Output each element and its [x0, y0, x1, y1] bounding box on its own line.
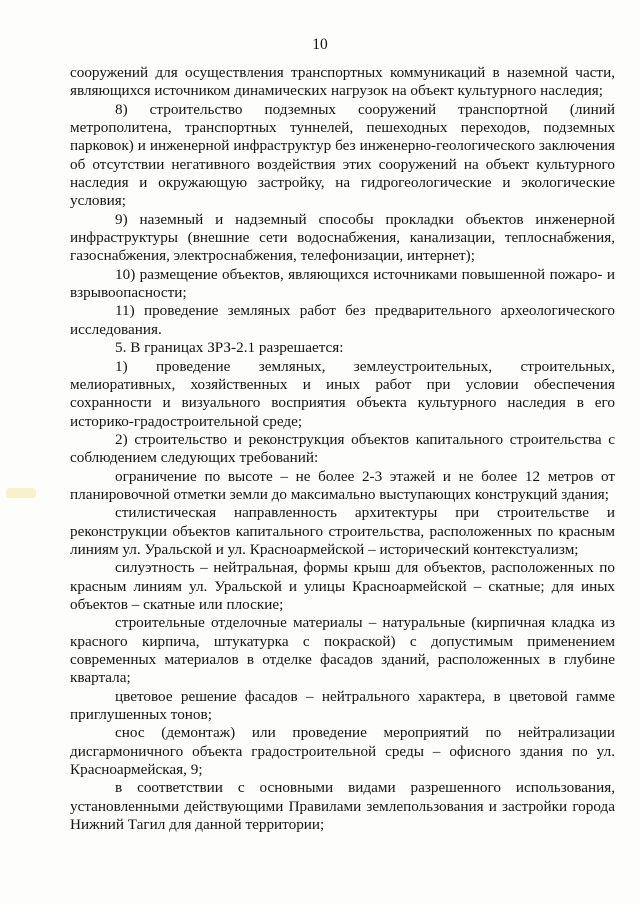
requirement-materials: строительные отделочные материалы – натуральные (кирпичная кладка из красного кирпича, штукатурка с покраской) с допустимым применением современных материалов в отделке фасадов зданий, расположенных в глубине квартала;	[70, 614, 615, 687]
paragraph-allowed-2: 2) строительство и реконструкция объектов капитального строительства с соблюдением следующих требований:	[70, 430, 615, 467]
page-number: 10	[312, 36, 328, 53]
paragraph-item-10: 10) размещение объектов, являющихся источниками повышенной пожаро- и взрывоопасности;	[70, 265, 615, 302]
paragraph-continuation: сооружений для осуществления транспортных коммуникаций в наземной части, являющихся источником динамических нагрузок на объект культурного наследия;	[70, 64, 615, 100]
document-body	[70, 64, 615, 834]
section-heading-5: 5. В границах ЗРЗ-2.1 разрешается:	[115, 339, 344, 357]
requirement-land-use: в соответствии с основными видами разрешенного использования, установленными действующими Правилами землепользования и застройки города Нижний Тагил для данной территории;	[70, 779, 615, 834]
paragraph-item-11: 11) проведение земляных работ без предварительного археологического исследования.	[70, 302, 615, 338]
requirement-height: ограничение по высоте – не более 2-3 этажей и не более 12 метров от планировочной отметки земли до максимально выступающих конструкций здания;	[70, 467, 615, 503]
requirement-color: цветовое решение фасадов – нейтрального характера, в цветовой гамме приглушенных тонов;	[70, 687, 615, 724]
paragraph-item-9: 9) наземный и надземный способы прокладки объектов инженерной инфраструктуры (внешние сети водоснабжения, канализации, теплоснабжения, газоснабжения, электроснабжения, телефонизации, интернет);	[70, 210, 615, 265]
paragraph-allowed-1: 1) проведение земляных, землеустроительных, строительных, мелиоративных, хозяйственных и иных работ при условии обеспечения сохранности и визуального восприятия объекта культурного наследия в его историко-градостроительной среде;	[70, 357, 615, 430]
requirement-demolition: снос (демонтаж) или проведение мероприятий по нейтрализации дисгармоничного объекта градостроительной среды – офисного здания по ул. Красноармейская, 9;	[70, 724, 615, 779]
highlighter-mark	[6, 488, 36, 498]
requirement-silhouette: силуэтность – нейтральная, формы крыш для объектов, расположенных по красным линиям ул. Уральской и улицы Красноармейской – скатные; для иных объектов – скатные или плоские;	[70, 559, 615, 613]
paragraph-item-8: 8) строительство подземных сооружений транспортной (линий метрополитена, транспортных туннелей, пешеходных переходов, подземных парковок) и инженерной инфраструктур без инженерно-геологического заключения об отсутствии негативного воздействия этих сооружений на объект культурного наследия и окружающую застройку, на гидрогеологические и экологические условия;	[70, 100, 615, 210]
requirement-style: стилистическая направленность архитектуры при строительстве и реконструкции объектов капитального строительства, расположенных по красным линиям ул. Уральской и ул. Красноармейской – исторический контекстуализм;	[70, 504, 615, 558]
